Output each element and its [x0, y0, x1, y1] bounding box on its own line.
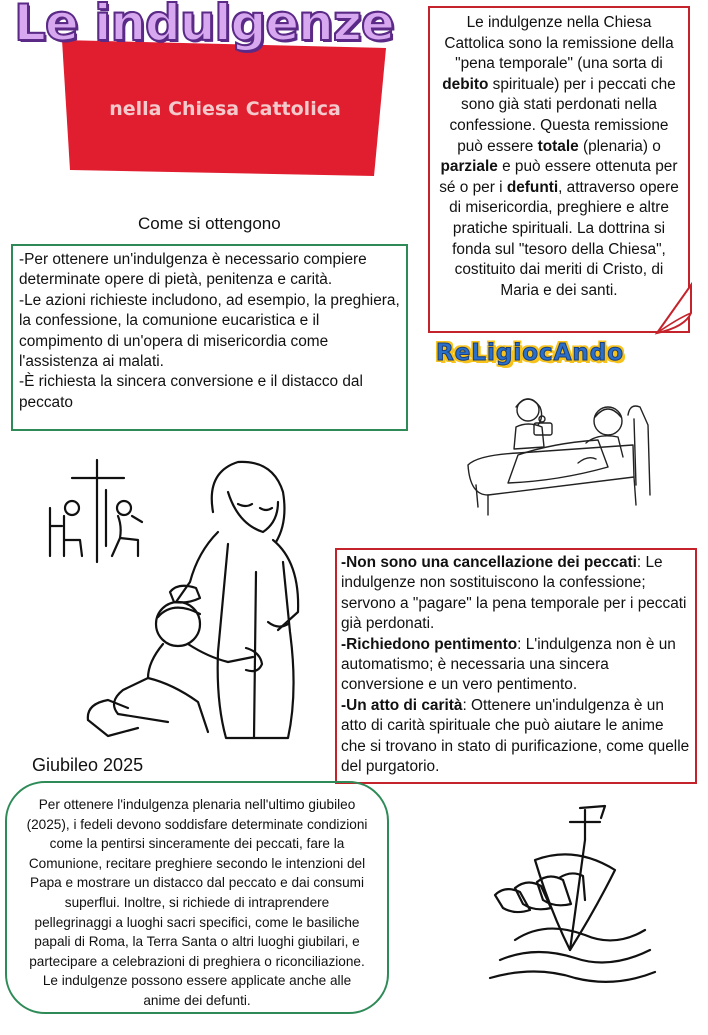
how-item: -È richiesta la sincera conversione e il distacco dal peccato — [19, 373, 363, 411]
how-item: -Per ottenere un'indulgenza è necessario compiere determinate opere di pietà, penitenza e carità. — [19, 251, 367, 289]
note-item — [341, 697, 689, 775]
how-to-obtain-box — [11, 244, 408, 431]
intro-text: spirituale) per i peccati che sono già stati perdonati nella confessione. Questa remissione può essere — [449, 75, 676, 155]
sick-visit-icon — [458, 385, 658, 525]
jubilee-box — [5, 781, 389, 1014]
page-subtitle: nella Chiesa Cattolica — [109, 98, 341, 120]
intro-bold-debito: debito — [442, 75, 489, 93]
page-title: Le indulgenze — [14, 0, 394, 52]
note-bold: -Richiedono pentimento — [341, 635, 518, 653]
section-heading-jubilee: Giubileo 2025 — [32, 755, 144, 775]
note-text: : Ottenere un'indulgenza è un atto di carità spirituale che può aiutare le anime che si trovano in stato di purificazione, come quelle del purgatorio. — [341, 696, 690, 776]
intro-bold-parziale: parziale — [440, 158, 498, 176]
notes-box — [335, 548, 697, 784]
intro-text: (plenaria) o — [578, 137, 661, 155]
note-bold: -Un atto di carità — [341, 696, 463, 714]
note-text: : L'indulgenza non è un automatismo; è necessaria una sincera conversione e un vero pentimento. — [341, 635, 676, 694]
jubilee-text: Per ottenere l'indulgenza plenaria nell'ultimo giubileo (2025), i fedeli devono soddisfare determinate condizioni come la pentirsi sinceramente dei peccati, fare la Comunione, recitare preghiere secondo le intenzioni del Papa e mostrare un distacco dal peccato e dai consumi superflui. Inoltre, si richiede di intraprendere pellegrinaggi a luoghi sacri specifici, come le basiliche papali di Roma, la Terra Santa o altri luoghi giubilari, e partecipare a celebrazioni di preghiera o riconciliazione. Le indulgenze possono essere applicate anche alle anime dei defunti. — [26, 797, 368, 1008]
note-item — [341, 554, 686, 632]
intro-text: Le indulgenze nella Chiesa Cattolica sono la remissione della "pena temporale" (una sorta di — [444, 14, 674, 73]
note-bold: -Non sono una cancellazione dei peccati — [341, 554, 637, 571]
how-item: -Le azioni richieste includono, ad esempio, la preghiera, la confessione, la comunione eucaristica e il compimento di un'opera di misericordia come l'assistenza ai malati. — [19, 291, 400, 371]
intro-text: , attraverso opere di misericordia, preghiere e altre pratiche spirituali. La dottrina si fonda sul "tesoro della Chiesa", costituito dai meriti di Cristo, di Maria e dei santi. — [449, 178, 679, 299]
intro-bold-defunti: defunti — [506, 178, 559, 196]
note-text: : Le indulgenze non sostituiscono la confessione; servono a "pagare" la pena temporale per i peccati già perdonati. — [341, 554, 687, 633]
note-item — [341, 636, 676, 694]
intro-box — [428, 6, 690, 333]
intro-bold-totale: totale — [537, 137, 579, 155]
section-heading-how: Come si ottengono — [138, 214, 281, 233]
religiocando-logo: ReLigiocAndo — [436, 340, 625, 366]
page-curl-icon — [655, 283, 695, 338]
intro-text: e può essere ottenuta per sé o per i — [439, 158, 678, 196]
jesus-blessing-icon — [78, 452, 308, 742]
boat-cross-icon — [475, 800, 665, 990]
